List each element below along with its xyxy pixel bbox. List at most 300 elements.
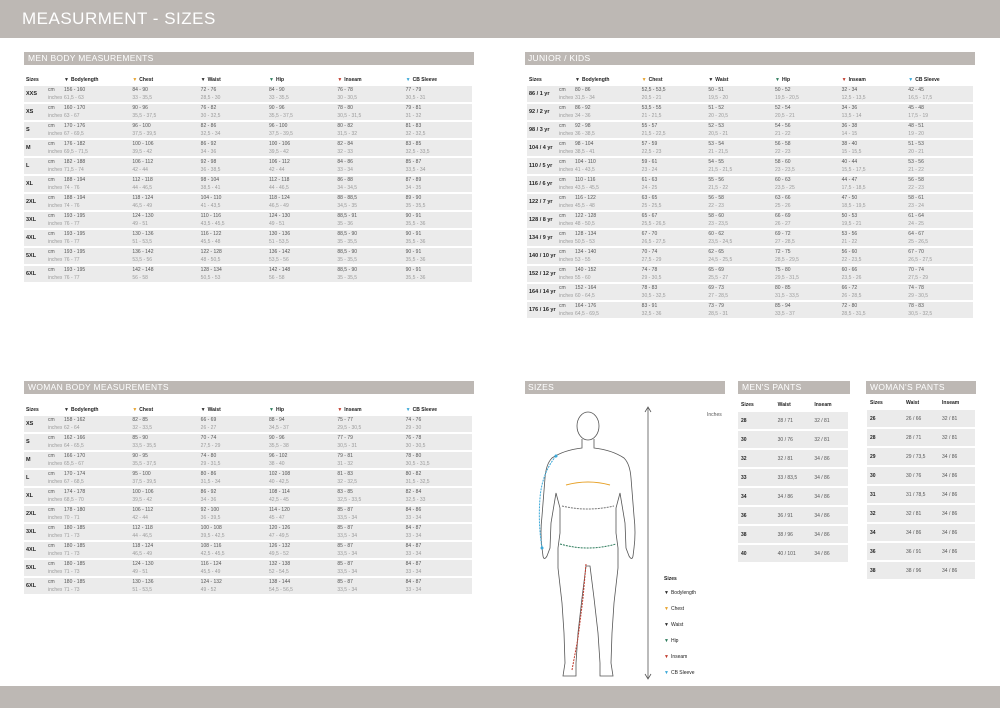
value-cm: 166 - 170 xyxy=(64,453,86,459)
value-cm: 67 - 70 xyxy=(908,249,924,255)
value-cell xyxy=(335,506,403,522)
value-inches: 31,5 - 34 xyxy=(200,479,221,485)
value-inches: 42 - 44 xyxy=(132,515,148,521)
table-row xyxy=(24,266,472,282)
value-cm: 74 - 76 xyxy=(405,417,422,423)
table-row xyxy=(24,158,472,174)
value-cell xyxy=(840,266,907,282)
value-cell xyxy=(199,524,267,540)
size-cell: 36 xyxy=(738,507,775,524)
value-inches: 35,5 - 37,5 xyxy=(269,113,293,119)
value-inches: 20,5 - 21 xyxy=(708,131,729,137)
value-inches: 49 - 51 xyxy=(132,569,148,575)
value-inches: 30,5 - 32,5 xyxy=(908,311,933,317)
value-cell xyxy=(62,140,130,156)
value-inches: 35,5 - 37,5 xyxy=(132,461,157,467)
size-cell: 34 xyxy=(867,524,903,541)
women-col-header xyxy=(404,406,472,414)
junior-header-row xyxy=(527,76,973,84)
value-cm: 75 - 77 xyxy=(337,417,353,423)
value-inches: 32 - 32,5 xyxy=(405,131,426,137)
size-cell: 26 xyxy=(867,410,903,427)
table-row xyxy=(24,560,472,576)
value-inches: 30,5 - 31 xyxy=(405,95,426,101)
value-cell xyxy=(706,284,773,300)
size-cell: 164 / 14 yr xyxy=(527,284,557,300)
value-cm: 44 - 47 xyxy=(841,177,858,183)
value-cell xyxy=(404,86,472,102)
women-col-header xyxy=(130,406,198,414)
value-inches: 46,5 - 49 xyxy=(132,203,153,209)
unit-inches: inches xyxy=(559,185,574,191)
table-row xyxy=(24,506,472,522)
value-cell xyxy=(267,524,335,540)
value-inches: 71 - 73 xyxy=(64,533,80,539)
value-inches: 41 - 43,5 xyxy=(575,167,595,173)
value-cm: 90 - 91 xyxy=(405,213,422,219)
table-row xyxy=(738,469,848,486)
value-inches: 42 - 44 xyxy=(132,167,148,173)
value-inches: 37,5 - 39,5 xyxy=(269,131,293,137)
value-inches: 27,5 - 29 xyxy=(908,275,929,281)
junior-col-header xyxy=(773,76,840,84)
value-inches: 67 - 69,5 xyxy=(64,131,84,137)
inseam-cell: 34 / 86 xyxy=(811,450,848,467)
men-col-header xyxy=(24,76,62,84)
value-cm: 61 - 63 xyxy=(641,177,658,183)
value-cm: 75 - 80 xyxy=(774,267,791,273)
value-cm: 178 - 180 xyxy=(64,507,86,513)
unit-inches: inches xyxy=(559,167,574,173)
unit-cm: cm xyxy=(48,123,55,129)
legend-item xyxy=(664,633,696,649)
value-cm: 164 - 176 xyxy=(575,303,597,309)
value-inches: 35,5 - 37,5 xyxy=(132,113,157,119)
value-cm: 53 - 56 xyxy=(908,159,924,165)
size-cell: 2XL xyxy=(24,194,46,210)
value-cell xyxy=(706,86,773,102)
value-inches: 76 - 77 xyxy=(64,257,80,263)
junior-col-header xyxy=(640,76,707,84)
value-cm: 74 - 78 xyxy=(641,267,658,273)
value-cell xyxy=(706,230,773,246)
junior-size-table xyxy=(527,74,973,320)
value-inches: 12,5 - 13,5 xyxy=(841,95,866,101)
value-cm: 100 - 106 xyxy=(132,141,154,147)
value-cell xyxy=(906,302,973,318)
unit-cell xyxy=(46,452,62,468)
unit-cell xyxy=(557,86,573,102)
unit-inches: inches xyxy=(48,443,63,449)
value-cm: 104 - 110 xyxy=(200,195,222,201)
value-cell xyxy=(130,434,198,450)
value-cm: 188 - 194 xyxy=(64,195,86,201)
value-cm: 88 - 94 xyxy=(269,417,285,423)
value-cm: 50 - 53 xyxy=(841,213,858,219)
value-cell xyxy=(62,248,130,264)
value-cm: 54 - 55 xyxy=(708,159,724,165)
unit-cell xyxy=(46,104,62,120)
legend-label: Inseam xyxy=(670,654,688,660)
unit-inches: inches xyxy=(559,257,574,263)
table-row xyxy=(738,450,848,467)
value-cell xyxy=(267,470,335,486)
value-inches: 33,5 - 34 xyxy=(337,515,358,521)
value-cm: 108 - 114 xyxy=(269,489,290,495)
unit-cm: cm xyxy=(48,417,55,423)
value-cell xyxy=(62,230,130,246)
waist-cell: 40 / 101 xyxy=(775,545,812,562)
value-inches: 25,5 - 26,5 xyxy=(641,221,666,227)
value-inches: 33,5 - 35,5 xyxy=(132,443,157,449)
value-inches: 16,5 - 17,5 xyxy=(908,95,933,101)
value-cm: 90 - 95 xyxy=(132,453,148,459)
value-cm: 116 - 124 xyxy=(200,561,222,567)
value-cell xyxy=(267,452,335,468)
value-cell xyxy=(130,488,198,504)
table-row xyxy=(527,158,973,174)
col-header-label: Sizes xyxy=(529,77,542,83)
body-measurement-figure xyxy=(520,398,670,683)
junior-section-header xyxy=(525,52,975,65)
value-inches: 26,5 - 27,5 xyxy=(908,257,933,263)
unit-cell xyxy=(557,194,573,210)
value-inches: 30 - 30,5 xyxy=(337,95,358,101)
value-inches: 30,5 - 31,5 xyxy=(405,461,430,467)
value-inches: 46,5 - 49 xyxy=(132,551,153,557)
value-cm: 112 - 118 xyxy=(132,177,153,183)
women-header-row xyxy=(24,406,472,414)
value-cm: 56 - 58 xyxy=(708,195,724,201)
table-row xyxy=(24,542,472,558)
value-cm: 70 - 74 xyxy=(200,435,217,441)
value-inches: 71,5 - 74 xyxy=(64,167,84,173)
value-cell xyxy=(906,212,973,228)
value-inches: 33 - 35,5 xyxy=(132,95,153,101)
value-inches: 22 - 23 xyxy=(708,203,724,209)
table-row xyxy=(527,194,973,210)
unit-cell xyxy=(557,266,573,282)
value-inches: 23,5 - 24,5 xyxy=(708,239,733,245)
size-cell: 176 / 16 yr xyxy=(527,302,557,318)
value-cell xyxy=(404,176,472,192)
sizes-section-title: SIZES xyxy=(528,382,555,392)
value-cm: 56 - 58 xyxy=(908,177,924,183)
value-cm: 63 - 65 xyxy=(641,195,658,201)
value-cell xyxy=(267,248,335,264)
marker-triangle-icon: ▼ xyxy=(64,77,69,83)
legend-item xyxy=(664,617,696,633)
value-cm: 134 - 140 xyxy=(575,249,597,255)
value-inches: 39,5 - 42 xyxy=(132,149,153,155)
value-cm: 65 - 69 xyxy=(708,267,724,273)
unit-cell xyxy=(557,140,573,156)
unit-inches: inches xyxy=(48,203,63,209)
value-inches: 15,5 - 17,5 xyxy=(841,167,866,173)
col-header-label: Bodylength xyxy=(581,77,610,83)
unit-cell xyxy=(557,176,573,192)
value-inches: 33,5 - 34 xyxy=(405,167,426,173)
value-cell xyxy=(906,140,973,156)
value-cm: 156 - 160 xyxy=(64,87,86,93)
size-cell: 36 xyxy=(867,543,903,560)
size-cell: 6XL xyxy=(24,578,46,594)
inseam-cell: 34 / 86 xyxy=(811,507,848,524)
value-inches: 37,5 - 39,5 xyxy=(132,131,157,137)
value-cell xyxy=(199,212,267,228)
value-cm: 106 - 112 xyxy=(132,507,154,513)
value-inches: 74 - 76 xyxy=(64,185,80,191)
value-cm: 90 - 96 xyxy=(269,435,285,441)
unit-cell xyxy=(46,140,62,156)
value-cell xyxy=(335,560,403,576)
value-cm: 162 - 166 xyxy=(64,435,86,441)
value-cell xyxy=(573,158,640,174)
value-cell xyxy=(906,158,973,174)
value-cell xyxy=(335,176,403,192)
value-cell xyxy=(773,248,840,264)
unit-cm: cm xyxy=(48,87,55,93)
value-cm: 69 - 72 xyxy=(774,231,791,237)
unit-inches: inches xyxy=(48,239,63,245)
value-inches: 34,5 - 37 xyxy=(269,425,289,431)
junior-col-header xyxy=(573,76,640,84)
table-row xyxy=(24,176,472,192)
men-col-header xyxy=(62,76,130,84)
unit-cell xyxy=(557,122,573,138)
value-cell xyxy=(404,578,472,594)
value-cell xyxy=(62,470,130,486)
value-cm: 96 - 102 xyxy=(269,453,288,459)
unit-cm: cm xyxy=(48,213,55,219)
value-inches: 71 - 73 xyxy=(64,551,80,557)
womens_pants-header-row xyxy=(867,398,975,408)
col-header-label: Chest xyxy=(648,77,663,83)
value-cell xyxy=(840,230,907,246)
value-cell xyxy=(906,284,973,300)
unit-cell xyxy=(557,158,573,174)
table-row xyxy=(527,266,973,282)
value-cm: 78 - 83 xyxy=(641,285,658,291)
value-cell xyxy=(130,194,198,210)
value-inches: 44 - 46,5 xyxy=(132,185,153,191)
value-inches: 38 - 40 xyxy=(269,461,285,467)
size-cell: M xyxy=(24,140,46,156)
col-header-label: Inseam xyxy=(344,77,362,83)
inseam-cell: 34 / 86 xyxy=(939,448,975,465)
marker-triangle-icon: ▼ xyxy=(664,654,669,660)
unit-cm: cm xyxy=(48,249,55,255)
value-cell xyxy=(335,122,403,138)
table-row xyxy=(24,194,472,210)
size-cell: 134 / 9 yr xyxy=(527,230,557,246)
unit-cm: cm xyxy=(48,525,55,531)
value-cell xyxy=(130,230,198,246)
value-cell xyxy=(335,230,403,246)
table-row xyxy=(867,410,975,427)
value-cell xyxy=(199,194,267,210)
value-inches: 50,5 - 53 xyxy=(200,275,221,281)
unit-inches: inches xyxy=(559,275,574,281)
value-cell xyxy=(573,86,640,102)
value-cm: 32 - 34 xyxy=(841,87,858,93)
figure-outline xyxy=(541,439,635,676)
value-cm: 79 - 81 xyxy=(337,453,353,459)
value-cell xyxy=(404,266,472,282)
table-row xyxy=(24,470,472,486)
marker-triangle-icon: ▼ xyxy=(575,77,580,83)
value-cm: 122 - 128 xyxy=(575,213,597,219)
value-cell xyxy=(773,302,840,318)
value-cm: 180 - 185 xyxy=(64,579,86,585)
value-cell xyxy=(335,488,403,504)
value-inches: 52 - 54,5 xyxy=(269,569,289,575)
table-row xyxy=(527,284,973,300)
value-cm: 61 - 64 xyxy=(908,213,924,219)
value-inches: 51 - 53,5 xyxy=(269,239,289,245)
value-cm: 90 - 91 xyxy=(405,231,422,237)
value-cm: 85 - 87 xyxy=(337,543,353,549)
inseam-cell: 34 / 86 xyxy=(939,505,975,522)
value-cell xyxy=(573,194,640,210)
value-inches: 33 - 34 xyxy=(337,167,353,173)
value-cell xyxy=(130,560,198,576)
value-cm: 100 - 106 xyxy=(269,141,291,147)
value-cell xyxy=(199,140,267,156)
value-inches: 28,5 - 29,5 xyxy=(774,257,799,263)
value-cm: 140 - 152 xyxy=(575,267,597,273)
value-cm: 60 - 63 xyxy=(774,177,791,183)
value-cm: 58 - 60 xyxy=(774,159,791,165)
value-cell xyxy=(267,488,335,504)
value-cell xyxy=(404,212,472,228)
value-inches: 25 - 25,5 xyxy=(641,203,662,209)
value-inches: 56 - 58 xyxy=(132,275,148,281)
unit-inches: inches xyxy=(559,221,574,227)
legend-item xyxy=(664,665,696,681)
value-inches: 32 - 32,5 xyxy=(337,479,358,485)
size-cell: 28 xyxy=(867,429,903,446)
value-cell xyxy=(906,230,973,246)
table-row xyxy=(527,86,973,102)
unit-cell xyxy=(557,248,573,264)
men-section-title: MEN BODY MEASUREMENTS xyxy=(28,53,154,63)
value-inches: 35,5 - 38 xyxy=(269,443,289,449)
unit-inches: inches xyxy=(48,275,63,281)
value-cell xyxy=(335,578,403,594)
value-cell xyxy=(404,140,472,156)
value-cm: 52 - 53 xyxy=(708,123,724,129)
table-row xyxy=(24,212,472,228)
unit-cm: cm xyxy=(48,177,55,183)
waist-cell: 33 / 83,5 xyxy=(775,469,812,486)
value-cell xyxy=(267,212,335,228)
value-inches: 31,5 - 32 xyxy=(337,131,358,137)
value-cm: 67 - 70 xyxy=(641,231,658,237)
value-inches: 42,5 - 45 xyxy=(269,497,289,503)
table-row xyxy=(867,467,975,484)
value-cm: 80 - 82 xyxy=(337,123,353,129)
value-cell xyxy=(62,488,130,504)
value-inches: 19,5 - 20,5 xyxy=(774,95,799,101)
value-cell xyxy=(267,578,335,594)
value-inches: 35,5 - 36 xyxy=(405,239,426,245)
value-inches: 33 - 34 xyxy=(405,533,422,539)
value-inches: 17,5 - 19 xyxy=(908,113,929,119)
value-cell xyxy=(640,230,707,246)
value-cell xyxy=(773,158,840,174)
table-row xyxy=(738,526,848,543)
value-inches: 24 - 25 xyxy=(908,221,924,227)
value-inches: 26 - 27 xyxy=(200,425,217,431)
value-cell xyxy=(404,488,472,504)
value-cm: 65 - 67 xyxy=(641,213,658,219)
value-cm: 106 - 112 xyxy=(269,159,290,165)
value-inches: 29 - 30 xyxy=(405,425,422,431)
col-header-label: Bodylength xyxy=(70,77,99,83)
value-inches: 64,5 - 69,5 xyxy=(575,311,599,317)
inseam-cell: 34 / 86 xyxy=(811,545,848,562)
value-cm: 110 - 116 xyxy=(575,177,596,183)
value-cell xyxy=(335,266,403,282)
value-cell xyxy=(267,506,335,522)
value-cm: 88,5 - 90 xyxy=(337,231,358,237)
waist-cell: 38 / 96 xyxy=(775,526,812,543)
value-cm: 116 - 122 xyxy=(200,231,222,237)
value-cm: 92 - 98 xyxy=(200,159,217,165)
men-header-row xyxy=(24,76,472,84)
value-cell xyxy=(906,176,973,192)
value-inches: 19,5 - 21 xyxy=(841,221,862,227)
value-cm: 130 - 136 xyxy=(132,231,154,237)
value-cm: 53 - 54 xyxy=(708,141,724,147)
value-inches: 25 - 26,5 xyxy=(908,239,929,245)
value-inches: 55 - 60 xyxy=(575,275,591,281)
unit-inches: inches xyxy=(48,221,63,227)
value-inches: 35 - 35,5 xyxy=(337,239,358,245)
value-cm: 62 - 65 xyxy=(708,249,724,255)
value-cell xyxy=(706,212,773,228)
value-cell xyxy=(640,212,707,228)
unit-cm: cm xyxy=(559,213,566,219)
value-inches: 60 - 64,5 xyxy=(575,293,595,299)
value-cell xyxy=(706,158,773,174)
size-cell: 110 / 5 yr xyxy=(527,158,557,174)
value-cell xyxy=(267,266,335,282)
men-col-header xyxy=(404,76,472,84)
value-cell xyxy=(906,86,973,102)
unit-cm: cm xyxy=(48,579,55,585)
value-cm: 84 - 87 xyxy=(405,561,422,567)
table-row xyxy=(24,578,472,594)
value-inches: 76 - 77 xyxy=(64,239,80,245)
value-inches: 35 - 35,5 xyxy=(337,257,358,263)
unit-cm: cm xyxy=(559,231,566,237)
value-cm: 142 - 148 xyxy=(269,267,291,273)
value-cm: 90 - 91 xyxy=(405,267,422,273)
value-inches: 71 - 73 xyxy=(64,587,80,593)
value-inches: 32,5 - 36 xyxy=(641,311,662,317)
value-cm: 88 - 88,5 xyxy=(337,195,358,201)
value-cell xyxy=(404,194,472,210)
unit-cm: cm xyxy=(559,177,566,183)
value-inches: 21 - 21,5 xyxy=(641,113,662,119)
value-cell xyxy=(906,104,973,120)
value-inches: 33,5 - 37 xyxy=(774,311,795,317)
value-inches: 34 - 35 xyxy=(405,185,422,191)
value-inches: 28,5 - 30 xyxy=(200,95,221,101)
unit-cm: cm xyxy=(559,141,566,147)
